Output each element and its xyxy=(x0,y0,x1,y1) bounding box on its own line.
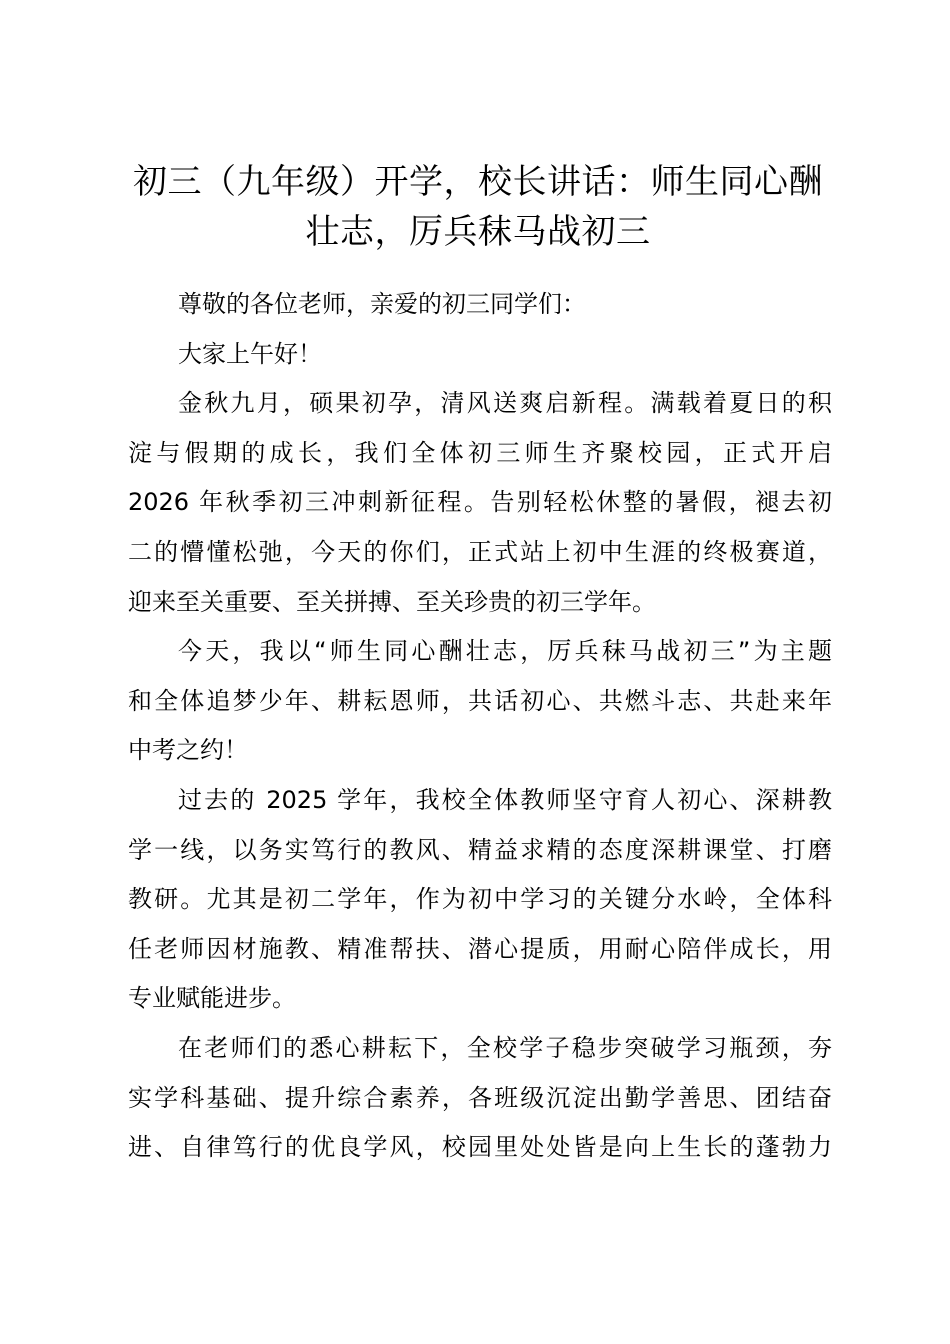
text-line: 进、自律笃行的优良学风，校园里处处皆是向上生长的蓬勃力 xyxy=(128,1133,832,1162)
title-line-1: 初三（九年级）开学，校长讲话：师生同心酬 xyxy=(133,162,823,202)
text-line: 今天，我以“师生同心酬壮志，厉兵秣马战初三”为主题 xyxy=(178,637,832,666)
document-body xyxy=(128,280,832,1173)
text-line: 二的懵懂松弛，今天的你们，正式站上初中生涯的终极赛道， xyxy=(128,537,832,566)
text-line: 金秋九月，硕果初孕，清风送爽启新程。满载着夏日的积 xyxy=(178,389,832,418)
text-line: 中考之约！ xyxy=(128,736,248,765)
text-line: 大家上午好！ xyxy=(178,339,322,368)
text-line: 和全体追梦少年、耕耘恩师，共话初心、共燃斗志、共赴来年 xyxy=(128,686,832,715)
text-line: 过去的 2025 学年，我校全体教师坚守育人初心、深耕教 xyxy=(178,785,832,814)
text-line: 专业赋能进步。 xyxy=(128,984,296,1013)
paragraph-3 xyxy=(128,776,832,1024)
text-line: 2026 年秋季初三冲刺新征程。告别轻松休整的暑假，褪去初 xyxy=(128,488,832,517)
text-line: 淀与假期的成长，我们全体初三师生齐聚校园，正式开启 xyxy=(128,438,832,467)
text-line: 教研。尤其是初二学年，作为初中学习的关键分水岭，全体科 xyxy=(128,885,832,914)
paragraph-1 xyxy=(128,379,832,627)
text-line: 尊敬的各位老师，亲爱的初三同学们： xyxy=(178,290,586,318)
paragraph-4 xyxy=(128,1024,832,1173)
title-line-2: 壮志，厉兵秣马战初三 xyxy=(305,212,651,252)
paragraph-2 xyxy=(128,627,832,776)
paragraph-greeting xyxy=(128,330,832,380)
text-line: 学一线，以务实笃行的教风、精益求精的态度深耕课堂、打磨 xyxy=(128,835,832,864)
text-line: 实学科基础、提升综合素养，各班级沉淀出勤学善思、团结奋 xyxy=(128,1083,832,1112)
text-line: 在老师们的悉心耕耘下，全校学子稳步突破学习瓶颈，夯 xyxy=(178,1033,832,1062)
text-line: 迎来至关重要、至关拼搏、至关珍贵的初三学年。 xyxy=(128,587,656,616)
paragraph-salutation xyxy=(128,280,832,330)
text-line: 任老师因材施教、精准帮扶、潜心提质，用耐心陪伴成长，用 xyxy=(128,934,832,963)
document-title xyxy=(120,157,836,257)
